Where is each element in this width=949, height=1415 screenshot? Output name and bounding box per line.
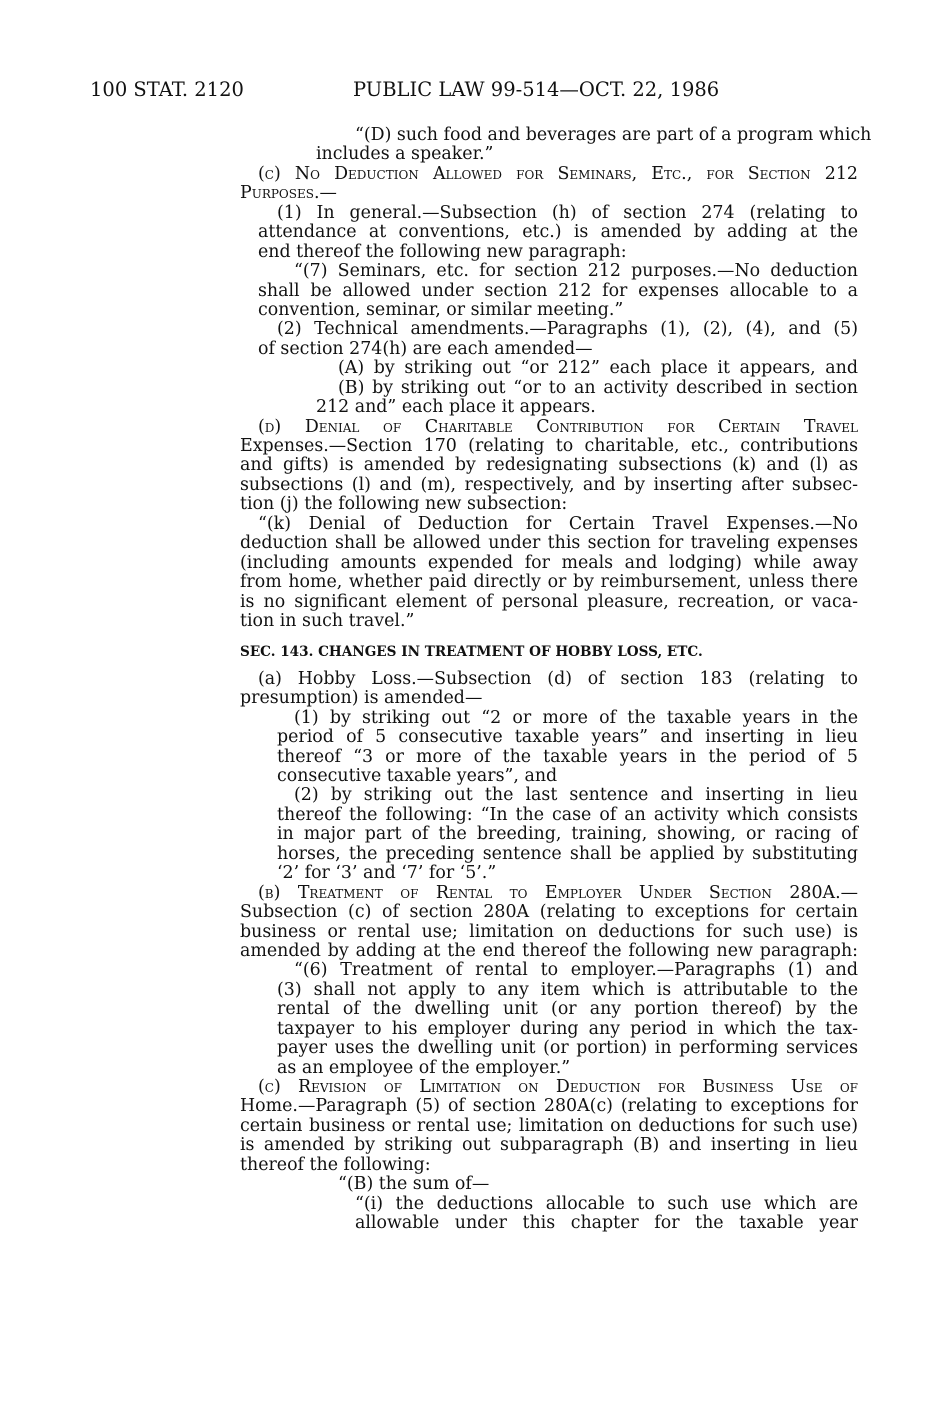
text-line: period of 5 consecutive taxable years” and inserting in lieu (277, 727, 858, 748)
text-line: “(i) the deductions allocable to such use which are (355, 1193, 858, 1214)
text-line: (including amounts expended for meals and lodging) while away (240, 552, 858, 573)
text-line: (2) Technical amendments.—Paragraphs (1), (2), (4), and (5) (277, 319, 858, 340)
text-line: certain business or rental use; limitation on deductions for such use) (240, 1115, 858, 1136)
text-line: (1) by striking out “2 or more of the taxable years in the (294, 707, 858, 728)
text-line: is no significant element of personal pleasure, recreation, or vaca- (240, 591, 858, 612)
subsection-heading: (c) No Deduction Allowed for Seminars, Etc., for Section 212 (258, 163, 858, 184)
text-line: rental of the dwelling unit (or any portion thereof) by the (277, 999, 858, 1020)
text-line: Expenses.—Section 170 (relating to charitable, etc., contributions (240, 436, 858, 456)
text-line: convention, seminar, or similar meeting.” (258, 299, 624, 320)
stat-page-number: 100 STAT. 2120 (90, 78, 244, 101)
text-line: allowable under this chapter for the taxable year (355, 1213, 858, 1234)
subsection-heading: Purposes.— (240, 183, 337, 204)
text-line: consecutive taxable years”, and (277, 766, 558, 787)
text-line: amended by adding at the end thereof the following new paragraph: (240, 940, 858, 961)
text-line: thereof “3 or more of the taxable years in the period of 5 (277, 746, 858, 767)
text-line: subsections (l) and (m), respectively, and by inserting after subsec- (240, 474, 858, 495)
text-line: attendance at conventions, etc.) is amended by adding at the (258, 222, 858, 243)
text-line: (1) In general.—Subsection (h) of section 274 (relating to (277, 202, 858, 223)
text-line: includes a speaker.” (316, 144, 494, 165)
public-law-title: PUBLIC LAW 99-514—OCT. 22, 1986 (353, 78, 720, 101)
text-line: Subsection (c) of section 280A (relating to exceptions for certain (240, 902, 858, 923)
text-line: from home, whether paid directly or by reimbursement, unless there (240, 572, 858, 593)
text-line: end thereof the following new paragraph: (258, 241, 627, 262)
text-line: shall be allowed under section 212 for expenses allocable to a (258, 280, 858, 301)
text-line: (A) by striking out “or 212” each place it appears, and (338, 358, 858, 379)
text-line: “(k) Denial of Deduction for Certain Travel Expenses.—No (258, 513, 858, 534)
text-line: business or rental use; limitation on deductions for such use) is (240, 921, 858, 942)
subsection-heading: (c) Revision of Limitation on Deduction for Business Use of (258, 1077, 858, 1098)
text-line: ‘2’ for ‘3’ and ‘7’ for ‘5’.” (277, 863, 497, 884)
text-line: Home.—Paragraph (5) of section 280A(c) (relating to exceptions for (240, 1096, 858, 1117)
text-line: “(D) such food and beverages are part of a program which (355, 125, 872, 145)
text-line: payer uses the dwelling unit (or portion) in performing services (277, 1038, 858, 1059)
text-line: tion (j) the following new subsection: (240, 494, 568, 515)
text-line: taxpayer to his employer during any period in which the tax- (277, 1018, 858, 1039)
subsection-heading: (d) Denial of Charitable Contribution for Certain Travel (258, 416, 858, 437)
text-line: is amended by striking out subparagraph (B) and inserting in lieu (240, 1135, 858, 1156)
text-line: (B) by striking out “or to an activity described in section (338, 377, 858, 398)
text-line: (a) Hobby Loss.—Subsection (d) of section 183 (relating to (258, 668, 858, 689)
statute-text (240, 125, 872, 1234)
text-line: deduction shall be allowed under this section for traveling expenses (240, 533, 858, 554)
text-line: tion in such travel.” (240, 610, 415, 631)
text-line: in major part of the breeding, training, showing, or racing of (277, 824, 858, 845)
text-line: (2) by striking out the last sentence and inserting in lieu (294, 785, 858, 806)
subsection-heading: (b) Treatment of Rental to Employer Under Section 280A.— (258, 882, 858, 903)
text-line: “(6) Treatment of rental to employer.—Paragraphs (1) and (294, 960, 858, 981)
text-line: thereof the following: (240, 1154, 431, 1175)
text-line: (3) shall not apply to any item which is attributable to the (277, 979, 858, 1000)
section-heading: SEC. 143. CHANGES IN TREATMENT OF HOBBY LOSS, ETC. (240, 644, 703, 661)
text-line: thereof the following: “In the case of an activity which consists (277, 804, 858, 825)
text-line: and gifts) is amended by redesignating subsections (k) and (l) as (240, 455, 858, 476)
text-line: horses, the preceding sentence shall be applied by substituting (277, 843, 858, 864)
running-header (90, 78, 870, 108)
text-line: 212 and” each place it appears. (316, 397, 596, 418)
text-line: of section 274(h) are each amended— (258, 338, 593, 359)
text-line: presumption) is amended— (240, 688, 483, 709)
text-line: as an employee of the employer.” (277, 1057, 571, 1078)
text-line: “(7) Seminars, etc. for section 212 purposes.—No deduction (294, 261, 858, 282)
text-line: “(B) the sum of— (338, 1174, 490, 1195)
